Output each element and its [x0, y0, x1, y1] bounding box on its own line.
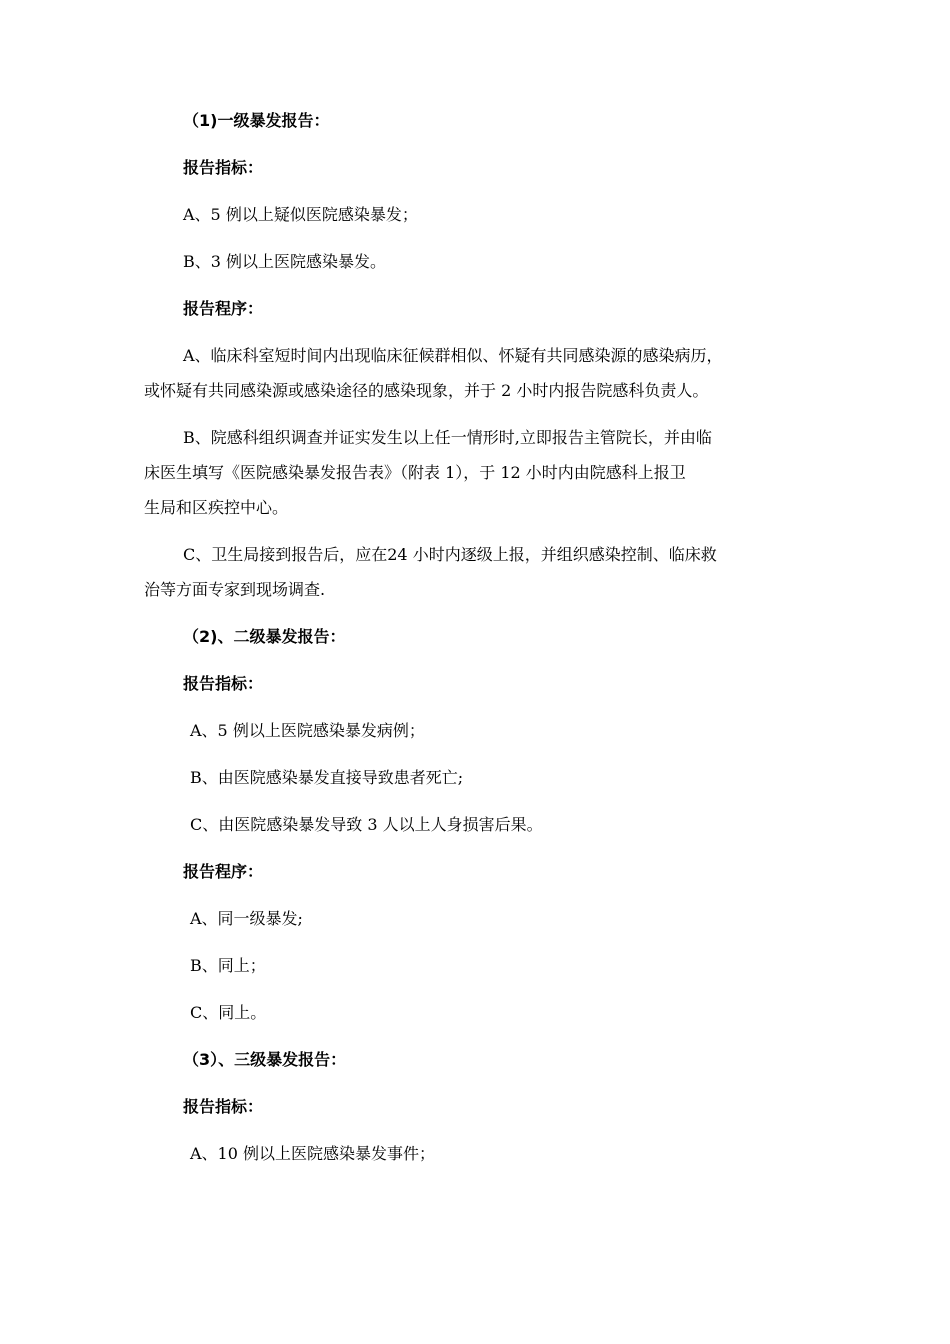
- section-1-procedure-title: 报告程序：: [183, 299, 264, 318]
- section-1-procedure-c-line-2: 治等方面专家到现场调查.: [144, 580, 326, 599]
- section-1-procedure-b-line-3: 生局和区疾控中心。: [144, 498, 289, 517]
- section-2-procedure-title: 报告程序：: [183, 862, 264, 881]
- section-3-heading: （3）、三级暴发报告：: [183, 1050, 347, 1069]
- section-1-indicator-a: A、5 例以上疑似医院感染暴发；: [183, 205, 418, 224]
- section-2-indicator-a: A、5 例以上医院感染暴发病例；: [190, 721, 425, 740]
- section-2-indicator-title: 报告指标：: [183, 674, 264, 693]
- section-1-indicator-b: B、3 例以上医院感染暴发。: [183, 252, 387, 271]
- section-1-procedure-a-line-1: A、临床科室短时间内出现临床征候群相似、怀疑有共同感染源的感染病历，: [183, 346, 723, 365]
- section-3-indicator-a: A、10 例以上医院感染暴发事件；: [190, 1144, 436, 1163]
- section-1-procedure-a-line-2: 或怀疑有共同感染源或感染途径的感染现象，并于 2 小时内报告院感科负责人。: [144, 381, 709, 400]
- section-2-procedure-c: C、同上。: [190, 1003, 267, 1022]
- section-3-indicator-title: 报告指标：: [183, 1097, 264, 1116]
- section-1-procedure-c-line-1: C、卫生局接到报告后，应在24 小时内逐级上报，并组织感染控制、临床救: [183, 545, 717, 564]
- section-1-procedure-b-line-2: 床医生填写《医院感染暴发报告表》（附表 1），于 12 小时内由院感科上报卫: [144, 463, 686, 482]
- section-1-indicator-title: 报告指标：: [183, 158, 264, 177]
- section-1-heading: （1)一级暴发报告：: [183, 111, 330, 130]
- section-2-procedure-b: B、同上；: [190, 956, 266, 975]
- section-2-procedure-a: A、同一级暴发;: [190, 909, 303, 928]
- section-2-indicator-b: B、由医院感染暴发直接导致患者死亡;: [190, 768, 464, 787]
- section-2-heading: （2)、二级暴发报告：: [183, 627, 346, 646]
- section-1-procedure-b-line-1: B、院感科组织调查并证实发生以上任一情形时,立即报告主管院长，并由临: [183, 428, 712, 447]
- section-2-indicator-c: C、由医院感染暴发导致 3 人以上人身损害后果。: [190, 815, 543, 834]
